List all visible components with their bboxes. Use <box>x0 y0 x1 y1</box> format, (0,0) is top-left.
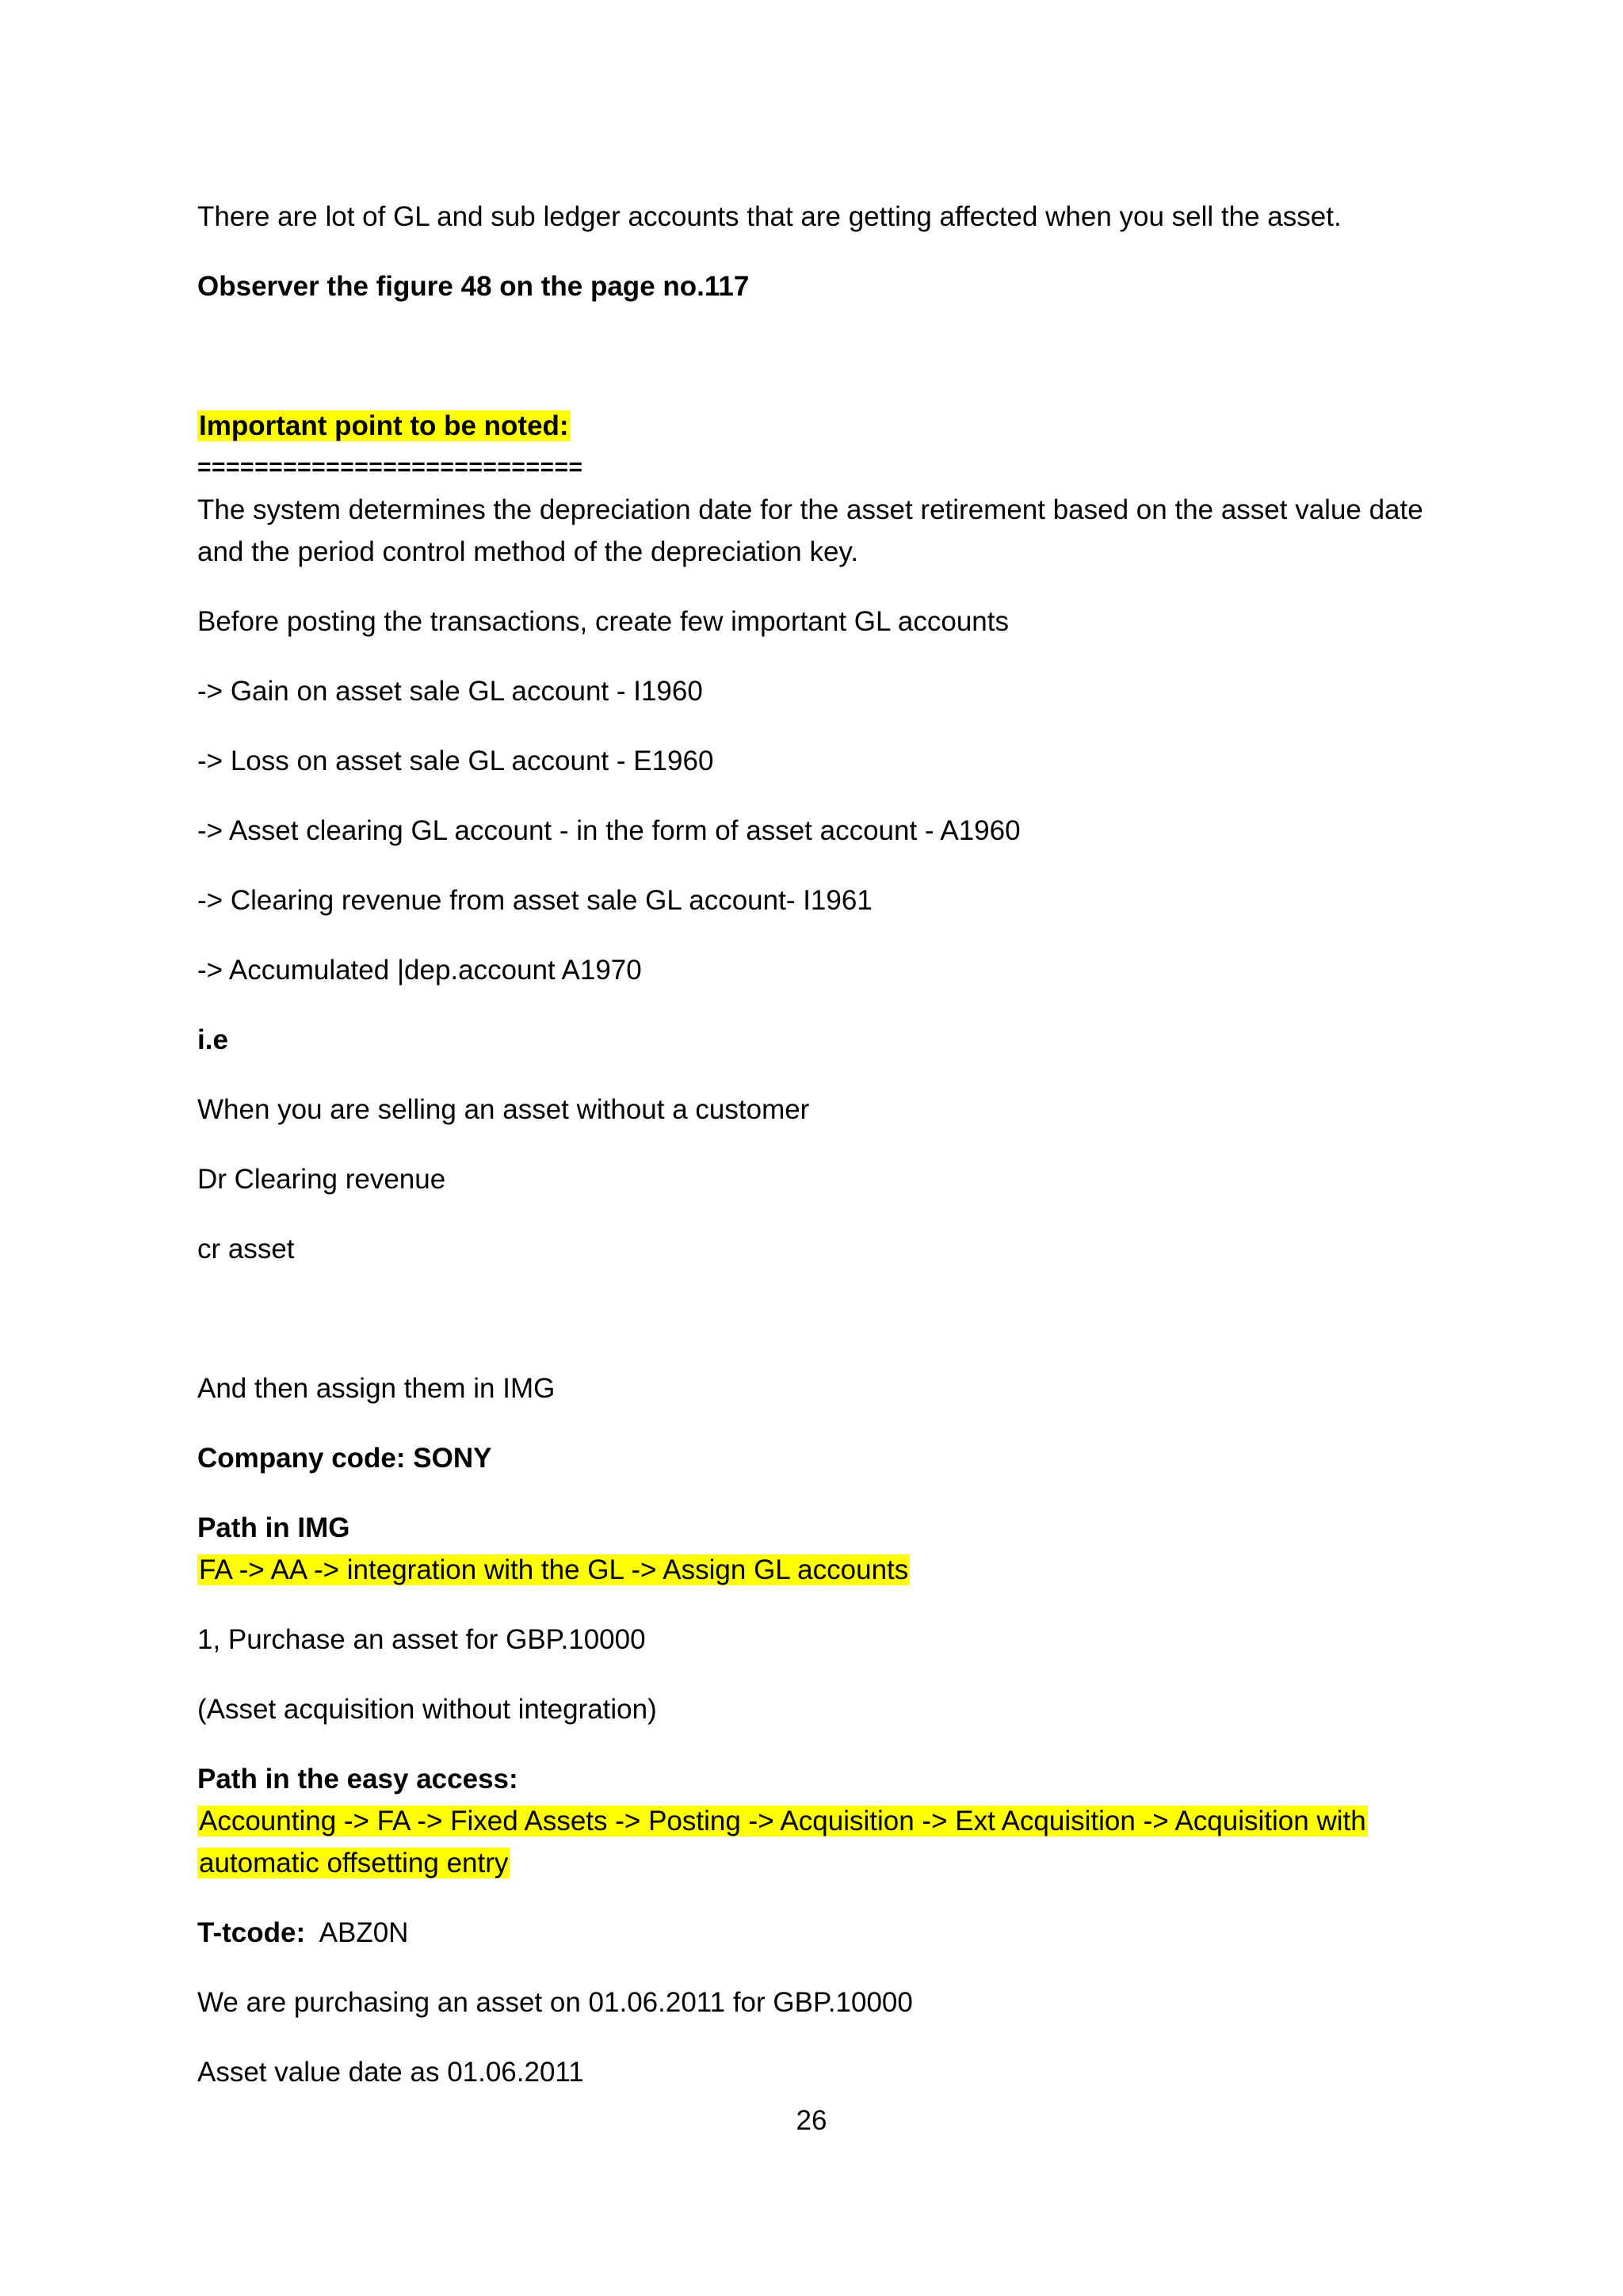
easy-access-path-highlight-2: automatic offsetting entry <box>199 1848 509 1878</box>
step-purchase-asset: 1, Purchase an asset for GBP.10000 <box>197 1624 646 1655</box>
intro-text: There are lot of GL and sub ledger accounts that are getting affected when you sell the asset. <box>197 201 1342 232</box>
gl-accounts-intro: Before posting the transactions, create few important GL accounts <box>197 606 1009 637</box>
tcode-line <box>197 1912 408 1954</box>
gl-account-gain: -> Gain on asset sale GL account - I1960 <box>197 676 703 707</box>
depreciation-text-line1: The system determines the depreciation date for the asset retirement based on the asset value date <box>197 494 1423 525</box>
heading-rule: =========================== <box>197 454 583 480</box>
company-code: Company code: SONY <box>197 1443 492 1474</box>
tcode-label: T-tcode: <box>197 1917 306 1948</box>
debit-entry: Dr Clearing revenue <box>197 1164 446 1195</box>
depreciation-text-line2: and the period control method of the depreciation key. <box>197 536 859 567</box>
important-heading <box>197 405 571 447</box>
page-number: 26 <box>796 2105 827 2136</box>
asset-value-date: Asset value date as 01.06.2011 <box>197 2057 584 2088</box>
gl-account-accumulated-dep: -> Accumulated |dep.account A1970 <box>197 955 642 986</box>
credit-entry: cr asset <box>197 1234 295 1264</box>
img-path <box>197 1549 910 1591</box>
easy-access-path-line1 <box>197 1800 1368 1842</box>
important-heading-highlight: Important point to be noted: <box>199 410 569 441</box>
ie-label: i.e <box>197 1024 228 1055</box>
assign-in-img: And then assign them in IMG <box>197 1373 556 1404</box>
purchase-date-text: We are purchasing an asset on 01.06.2011 for GBP.10000 <box>197 1987 913 2018</box>
asset-acquisition-note: (Asset acquisition without integration) <box>197 1694 657 1725</box>
tcode-value: ABZ0N <box>319 1917 409 1948</box>
path-in-img-label: Path in IMG <box>197 1512 350 1543</box>
gl-account-loss: -> Loss on asset sale GL account - E1960 <box>197 746 714 776</box>
gl-account-clearing: -> Asset clearing GL account - in the form of asset account - A1960 <box>197 815 1021 846</box>
easy-access-path-label: Path in the easy access: <box>197 1764 518 1794</box>
selling-without-customer: When you are selling an asset without a customer <box>197 1094 810 1125</box>
easy-access-path-line2 <box>197 1842 510 1884</box>
gl-account-clearing-revenue: -> Clearing revenue from asset sale GL account- I1961 <box>197 885 873 916</box>
img-path-highlight: FA -> AA -> integration with the GL -> Assign GL accounts <box>199 1554 909 1585</box>
easy-access-path-highlight-1: Accounting -> FA -> Fixed Assets -> Posting -> Acquisition -> Ext Acquisition -> Acquisition with <box>199 1806 1366 1836</box>
observe-figure-note: Observer the figure 48 on the page no.117 <box>197 271 750 302</box>
